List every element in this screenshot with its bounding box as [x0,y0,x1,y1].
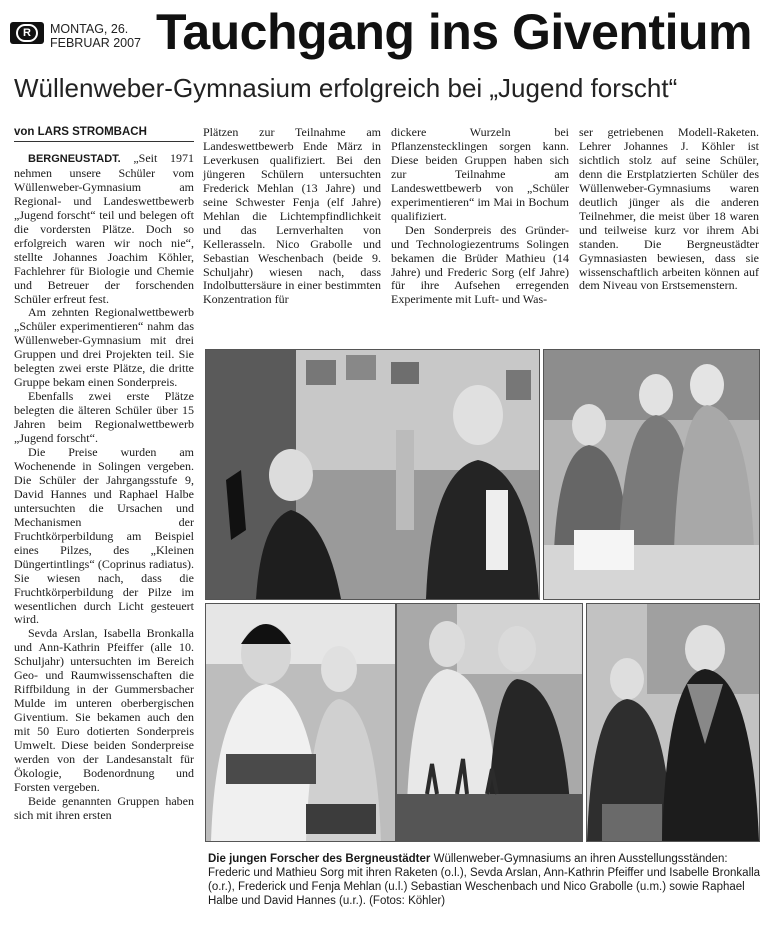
photo-mehlan-siblings [205,603,396,842]
photo-weschenbach-grabolle [396,603,583,842]
date-line-1: MONTAG, 26. [50,22,129,36]
photo-caption [208,852,764,908]
caption-text: Wüllenweber-Gymnasiums an ihren Ausstellungsständen: Frederic und Mathieu Sorg mit ihren Raketen (o.l.), Sevda Arslan, Ann-Kathrin Pfeiffer und Isabelle Bronkalla (o.r.), Frederick und Fenja Mehlan (u.l.) Sebastian Weschenbach und Nico Grabolle (u.m.) sowie Raphael Halbe und David Hannes (u.r.). (Fotos: Köhler) [208,853,761,907]
paragraph: „Seit 1971 nehmen unsere Schüler vom Wüllenweber-Gymnasium am Regional- und Landeswettbewerb „Jugend forscht“ teil und belegen oft die vordersten Plätze. Doch so erfolgreich waren wir noch nie“, stellte Johannes Joachim Köhler, Fachlehrer für Biologie und Chemie und Betreuer der forschenden Schüler erfreut fest. [14,151,195,306]
paragraph: Beide genannten Gruppen haben sich mit ihren ersten [14,793,194,822]
subheadline: Wüllenweber-Gymnasium erfolgreich bei „Jugend forscht“ [14,73,678,103]
article-column-2 [203,126,381,307]
paragraph: Sevda Arslan, Isabella Bronkalla und Ann-Kathrin Pfeiffer (alle 10. Schuljahr) untersuchten im Bereich Geo- und Raumwissenschaften die Riffbildung in der Gummersbacher Mulde im unteren oberbergischen Giventium. Sie bekamen auch den mit 50 Euro dotierten Sonderpreis Umwelt. Diese beiden Sonderpreise werden von der Landesanstalt für Ökologie, Bodenordnung und Forsten vergeben. [14,626,194,794]
byline: von LARS STROMBACH [14,126,194,142]
photo-halbe-hannes [586,603,760,842]
date-line-2: FEBRUAR 2007 [50,36,142,50]
paragraph: Plätzen zur Teilnahme am Landeswettbewerb Ende März in Leverkusen qualifiziert. Bei den jüngeren Schülern untersuchten Frederick Mehlan (13 Jahre) und seine Schwester Fenja (elf Jahre) Mehlan die Lichtempfindlichkeit und das Lernverhalten von Kellerasseln. Nico Grabolle und Sebastian Weschenbach (beide 9. Schuljahr) wiesen nach, dass Indolbuttersäure in einer bestimmten Konzentration für [203,125,381,307]
caption-lead: Die jungen Forscher des Bergneustädter [208,853,431,865]
headline: Tauchgang ins Giventium [156,4,752,60]
article-dateline: BERGNEUSTADT. [28,153,121,165]
paragraph: Ebenfalls zwei erste Plätze belegten die älteren Schüler über 15 Jahren beim Regionalwettbewerb „Jugend forscht“. [14,389,194,446]
paragraph: Den Sonderpreis des Gründer- und Technologiezentrums Solingen bekamen die Brüder Mathieu (14 Jahre) und Frederic Sorg (elf Jahre) für ihre Aufsehen erregenden Experimente mit Luft- und Was- [391,222,569,307]
article-column-4 [579,126,759,293]
issue-date [50,22,160,50]
paragraph: dickere Wurzeln bei Pflanzenstecklingen sorgen kann. Diese beiden Gruppen haben sich zur Teilnahme am Landeswettbewerb von „Schüler experimentieren“ im Mai in Bochum qualifiziert. [391,125,569,223]
paragraph: Am zehnten Regionalwettbewerb „Schüler experimentieren“ nahm das Wüllenweber-Gymnasium mit drei Gruppen und drei Projekten teil. Sie belegten zwei erste Plätze, die dritte Gruppe bekam einen Sonderpreis. [14,305,194,390]
paragraph: ser getriebenen Modell-Raketen. Lehrer Johannes J. Köhler ist sichtlich stolz auf seine Schüler, denn die Erstplatzierten Schüler des Wüllenweber-Gymnasiums waren deutlich jünger als die anderen Teilnehmer, die meist über 18 waren und teilweise kurz vor ihrem Abi standen. Die Bergneustädter Gymnasiasten bewiesen, dass sie wissenschaftlich arbeiten können auf dem Niveau von Erstsemenstern. [579,125,759,293]
photo-rockets [205,349,540,600]
photo-three-girls [543,349,760,600]
article-column-3 [391,126,569,307]
newspaper-logo: R [10,22,44,44]
article-column-1 [14,126,194,823]
paragraph: Die Preise wurden am Wochenende in Solingen vergeben. Die Schüler der Jahrgangsstufe 9, David Hannes und Raphael Halbe untersuchten die Ursachen und Mechanismen der Fruchtkörperbildung am Beispiel eines Pilzes, des „Kleinen Düngertintlings“ (Coprinus radiatus). Sie wiesen nach, dass die Fruchtkörperbildung der Pilze im wesentlichen durch Licht gesteuert wird. [14,445,194,627]
